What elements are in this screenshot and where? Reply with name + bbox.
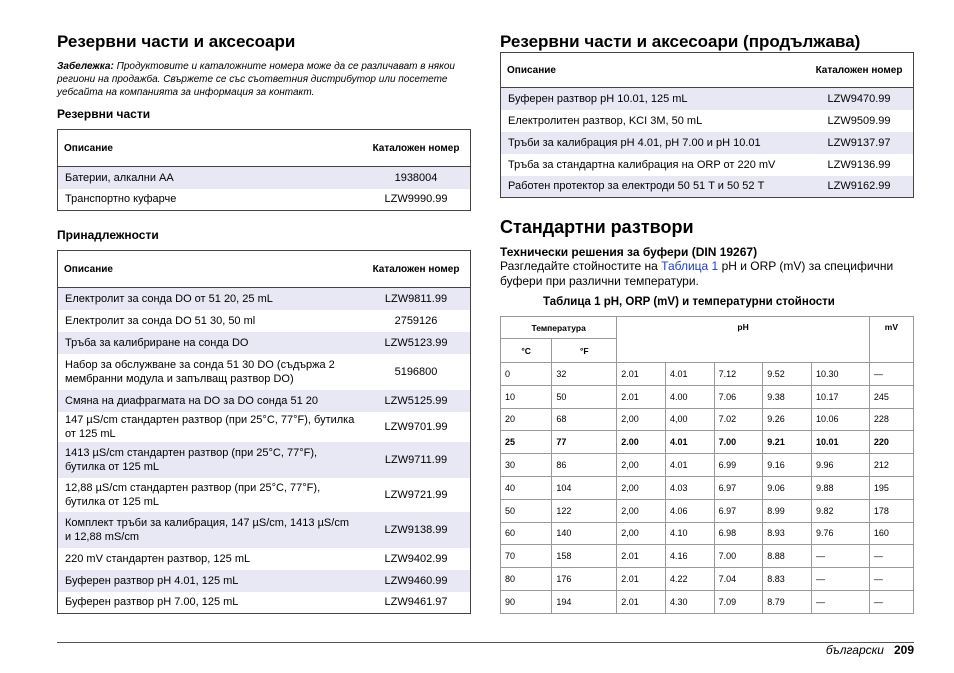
- temp-cell: 176: [552, 568, 617, 591]
- temp-cell: 25: [501, 431, 552, 454]
- spare-parts-heading: Резервни части: [57, 107, 151, 121]
- temp-cell: 2,00: [617, 408, 666, 431]
- row-catalog: LZW9711.99: [362, 442, 471, 478]
- temp-cell: 8.79: [763, 590, 812, 613]
- row-description: Буферен разтвор pH 10.01, 125 mL: [501, 88, 806, 110]
- temp-cell: 50: [552, 385, 617, 408]
- temp-cell: 228: [869, 408, 913, 431]
- row-catalog: LZW9138.99: [362, 512, 471, 548]
- row-description: Тръба за стандартна калибрация на ORP от 220 mV: [508, 158, 776, 171]
- page-number: 209: [893, 643, 914, 657]
- row-description: Електролит за сонда DO от 51 20, 25 mL: [58, 288, 363, 310]
- temp-cell: 140: [552, 522, 617, 545]
- table-row: [58, 548, 471, 570]
- table-row: [501, 176, 914, 198]
- accessories-heading: Принадлежности: [57, 228, 159, 242]
- section-title: Резервни части и аксесоари: [57, 32, 296, 51]
- temp-cell: 178: [869, 499, 913, 522]
- row-description: Тръби за калибрация pH 4.01, pH 7.00 и pH 10.01: [501, 132, 806, 154]
- temp-row: [501, 499, 914, 522]
- col-ph: pH: [617, 317, 870, 363]
- temp-cell: 10.30: [811, 363, 869, 386]
- temp-cell: 2,00: [617, 522, 666, 545]
- temp-cell: 2.01: [617, 385, 666, 408]
- temp-cell: 9.88: [811, 476, 869, 499]
- temp-cell: 4.01: [665, 454, 714, 477]
- buffer-heading: Технически решения за буфери (DIN 19267): [500, 245, 758, 259]
- temp-cell: 2.01: [617, 545, 666, 568]
- row-description: Тръба за калибриране на сонда DO: [58, 332, 363, 354]
- row-description: Набор за обслужване за сонда 51 30 DO (съдържа 2 мембранни модула и запълващ разтвор DO): [65, 358, 335, 385]
- temp-cell: 160: [869, 522, 913, 545]
- col-description: Описание: [501, 53, 806, 88]
- row-catalog: LZW9509.99: [827, 114, 891, 127]
- temp-cell: 7.04: [714, 568, 763, 591]
- temp-cell: 7.00: [714, 545, 763, 568]
- table-caption: Таблица 1 pH, ORP (mV) и температурни стойности: [543, 296, 835, 308]
- temp-cell: 10.01: [811, 431, 869, 454]
- col-catalog: Каталожен номер: [362, 251, 471, 288]
- temp-cell: 4,00: [665, 408, 714, 431]
- continued-parts-table: [500, 52, 914, 198]
- table-row: [58, 189, 471, 211]
- standards-title: Стандартни разтвори: [500, 217, 694, 237]
- temp-cell: 2.01: [617, 590, 666, 613]
- temp-row: [501, 476, 914, 499]
- temp-cell: 6.99: [714, 454, 763, 477]
- temp-cell: 4.10: [665, 522, 714, 545]
- row-catalog: LZW9137.97: [805, 132, 914, 154]
- temp-row: [501, 363, 914, 386]
- buffer-text-1: Разгледайте стойностите на: [500, 259, 662, 273]
- row-catalog: 1938004: [362, 167, 471, 189]
- temp-cell: 86: [552, 454, 617, 477]
- temp-cell: 40: [501, 476, 552, 499]
- row-catalog: LZW9460.99: [362, 570, 471, 592]
- temp-cell: 104: [552, 476, 617, 499]
- temp-cell: 194: [552, 590, 617, 613]
- temp-cell: 70: [501, 545, 552, 568]
- buffer-text-2: pH и ORP (mV) за специфични буфери при различни температури.: [500, 259, 894, 288]
- footer-language: български: [825, 643, 884, 657]
- temp-cell: 7.12: [714, 363, 763, 386]
- row-description: 12,88 µS/cm стандартен разтвор (при 25°C, 77°F), бутилка от 125 mL: [65, 481, 321, 508]
- table-header-row: [58, 130, 471, 167]
- temp-cell: —: [869, 363, 913, 386]
- table-row: [501, 110, 914, 132]
- row-description: 220 mV стандартен разтвор, 125 mL: [65, 552, 251, 565]
- temp-cell: 195: [869, 476, 913, 499]
- temp-cell: 7.02: [714, 408, 763, 431]
- temp-cell: 4.22: [665, 568, 714, 591]
- row-catalog: LZW9721.99: [384, 488, 448, 501]
- temp-cell: 10: [501, 385, 552, 408]
- temp-cell: —: [869, 590, 913, 613]
- temp-cell: 220: [869, 431, 913, 454]
- temperature-table: [500, 316, 914, 614]
- row-catalog: 2759126: [394, 314, 438, 327]
- temp-cell: 9.16: [763, 454, 812, 477]
- table-row: [58, 332, 471, 354]
- row-description: Работен протектор за електроди 50 51 T и 50 52 T: [501, 176, 806, 198]
- col-temperature: Температура: [501, 317, 617, 339]
- footer-rule: [57, 642, 914, 643]
- note: [57, 60, 471, 99]
- temp-cell: 6.97: [714, 476, 763, 499]
- buffer-paragraph: [500, 259, 914, 289]
- row-catalog: LZW9136.99: [827, 158, 891, 171]
- table-row: [501, 154, 914, 176]
- table-row: [58, 310, 471, 332]
- table-header-row: [58, 251, 471, 288]
- temp-cell: 7.00: [714, 431, 763, 454]
- col-description: Описание: [58, 251, 363, 288]
- temp-cell: 9.26: [763, 408, 812, 431]
- temp-cell: 158: [552, 545, 617, 568]
- temp-cell: 8.93: [763, 522, 812, 545]
- col-catalog: Каталожен номер: [805, 53, 914, 88]
- temp-cell: 2.01: [617, 568, 666, 591]
- temp-cell: 80: [501, 568, 552, 591]
- temp-cell: 60: [501, 522, 552, 545]
- table-row: [58, 288, 471, 310]
- row-description: Електролит за сонда DO 51 30, 50 ml: [65, 314, 256, 327]
- temp-cell: 10.06: [811, 408, 869, 431]
- table-row: [58, 390, 471, 412]
- table-row: [58, 570, 471, 592]
- temp-cell: —: [811, 568, 869, 591]
- row-description: 1413 µS/cm стандартен разтвор (при 25°C, 77°F), бутилка от 125 mL: [58, 442, 363, 478]
- temp-cell: 7.09: [714, 590, 763, 613]
- accessories-table: [57, 250, 471, 614]
- temp-cell: 8.83: [763, 568, 812, 591]
- temp-cell: 8.88: [763, 545, 812, 568]
- temp-cell: 6.97: [714, 499, 763, 522]
- note-text: Продуктовите и каталожните номера може да се различават в някои региони на продажба. Свържете се със съответния дистрибутор или посетете уебсайта на компанията за информация за контакт.: [57, 61, 455, 98]
- row-description: Буферен разтвор pH 7.00, 125 mL: [65, 596, 239, 609]
- temp-cell: 7.06: [714, 385, 763, 408]
- row-description: Смяна на диафрагмата на DO за DO сонда 51 20: [58, 390, 363, 412]
- row-description: Транспортно куфарче: [65, 193, 177, 206]
- spare-parts-table: [57, 129, 471, 211]
- temp-row: [501, 431, 914, 454]
- temp-cell: 6.98: [714, 522, 763, 545]
- temp-cell: 9.38: [763, 385, 812, 408]
- temp-header-row: [501, 317, 914, 339]
- temp-cell: 20: [501, 408, 552, 431]
- temp-cell: 4.01: [665, 431, 714, 454]
- temp-row: [501, 385, 914, 408]
- row-description: Електролитен разтвор, KCI 3M, 50 mL: [508, 114, 703, 127]
- temp-cell: —: [869, 568, 913, 591]
- footer: [826, 643, 914, 657]
- temp-cell: 4.30: [665, 590, 714, 613]
- temp-cell: 4.06: [665, 499, 714, 522]
- temp-row: [501, 545, 914, 568]
- row-description: 147 µS/cm стандартен разтвор (при 25°C, 77°F), бутилка от 125 mL: [65, 413, 355, 440]
- temp-cell: 212: [869, 454, 913, 477]
- col-fahrenheit: °F: [552, 339, 617, 363]
- row-catalog: LZW5123.99: [362, 332, 471, 354]
- row-description: Батерии, алкални AA: [58, 167, 363, 189]
- temp-cell: 2.00: [617, 431, 666, 454]
- temp-cell: 10.17: [811, 385, 869, 408]
- table-row: [58, 167, 471, 189]
- row-catalog: 5196800: [394, 365, 438, 378]
- table-row: [501, 88, 914, 110]
- temp-cell: —: [811, 590, 869, 613]
- temp-cell: 68: [552, 408, 617, 431]
- col-celsius: °C: [501, 339, 552, 363]
- temp-cell: 122: [552, 499, 617, 522]
- temp-cell: 4.16: [665, 545, 714, 568]
- temp-row: [501, 522, 914, 545]
- temp-cell: 2.01: [617, 363, 666, 386]
- temp-cell: 30: [501, 454, 552, 477]
- temp-cell: 4.03: [665, 476, 714, 499]
- row-catalog: LZW9470.99: [805, 88, 914, 110]
- table-row: [58, 412, 471, 442]
- table-row: [58, 478, 471, 512]
- col-mv: mV: [869, 317, 913, 363]
- temp-cell: 4.00: [665, 385, 714, 408]
- temp-cell: 0: [501, 363, 552, 386]
- temp-cell: 9.82: [811, 499, 869, 522]
- table-row: [501, 132, 914, 154]
- temp-row: [501, 568, 914, 591]
- row-catalog: LZW9811.99: [362, 288, 471, 310]
- temp-cell: —: [869, 545, 913, 568]
- temp-cell: —: [811, 545, 869, 568]
- temp-cell: 4.01: [665, 363, 714, 386]
- row-catalog: LZW5125.99: [362, 390, 471, 412]
- table-header-row: [501, 53, 914, 88]
- temp-cell: 32: [552, 363, 617, 386]
- row-description: Буферен разтвор pH 4.01, 125 mL: [58, 570, 363, 592]
- table-link[interactable]: Таблица 1: [661, 259, 719, 273]
- temp-cell: 2,00: [617, 499, 666, 522]
- col-description: Описание: [58, 130, 363, 167]
- temp-cell: 50: [501, 499, 552, 522]
- table-row: [58, 512, 471, 548]
- temp-cell: 90: [501, 590, 552, 613]
- row-catalog: LZW9461.97: [384, 596, 448, 609]
- temp-cell: 77: [552, 431, 617, 454]
- temp-cell: 245: [869, 385, 913, 408]
- temp-cell: 9.76: [811, 522, 869, 545]
- row-description: Комплект тръби за калибрация, 147 µS/cm, 1413 µS/cm и 12,88 mS/cm: [58, 512, 363, 548]
- temp-cell: 9.52: [763, 363, 812, 386]
- table-row: [58, 442, 471, 478]
- temp-cell: 9.06: [763, 476, 812, 499]
- temp-cell: 2,00: [617, 476, 666, 499]
- row-catalog: LZW9402.99: [384, 552, 448, 565]
- temp-cell: 8.99: [763, 499, 812, 522]
- table-row: [58, 354, 471, 390]
- note-label: Забележка:: [57, 61, 114, 72]
- table-row: [58, 592, 471, 614]
- row-catalog: LZW9990.99: [384, 193, 448, 206]
- temp-cell: 9.21: [763, 431, 812, 454]
- temp-row: [501, 590, 914, 613]
- temp-row: [501, 408, 914, 431]
- row-catalog: LZW9162.99: [805, 176, 914, 198]
- temp-cell: 2,00: [617, 454, 666, 477]
- row-catalog: LZW9701.99: [384, 420, 448, 433]
- col-catalog: Каталожен номер: [362, 130, 471, 167]
- temp-row: [501, 454, 914, 477]
- temp-cell: 9.96: [811, 454, 869, 477]
- section-title-continued: Резервни части и аксесоари (продължава): [500, 32, 861, 51]
